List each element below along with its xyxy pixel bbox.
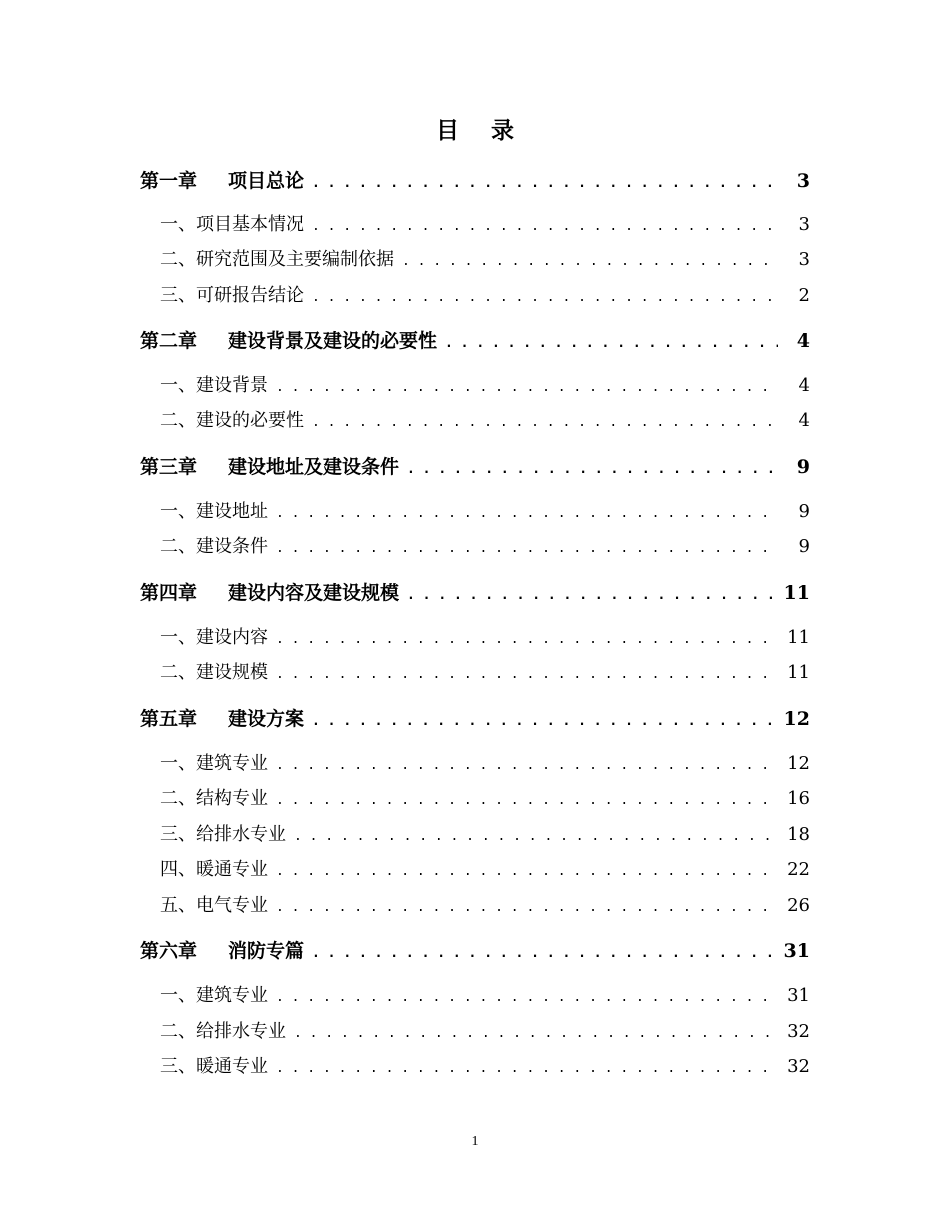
- chapter-number: 第四章: [140, 582, 198, 604]
- toc-section-entry[interactable]: [140, 406, 810, 432]
- toc-page-number: 18: [787, 824, 810, 845]
- toc-section-entry[interactable]: [140, 281, 810, 307]
- toc-entry-label: 一、建设背景: [160, 375, 268, 396]
- toc-chapter-entry[interactable]: [140, 326, 810, 352]
- toc-page-number: 26: [787, 895, 810, 916]
- toc-page-number: 12: [787, 753, 810, 774]
- toc-page-number: 32: [787, 1021, 810, 1042]
- dot-leader: [276, 541, 778, 556]
- toc-section-entry[interactable]: [140, 820, 810, 846]
- toc-page-number: 9: [796, 456, 810, 478]
- toc-entry-label: [140, 166, 304, 193]
- toc-entry-label: 一、建筑专业: [160, 753, 268, 774]
- dot-leader: [294, 1026, 778, 1041]
- toc-section-entry[interactable]: [140, 658, 810, 684]
- toc-section-entry[interactable]: [140, 623, 810, 649]
- toc-chapter-entry[interactable]: [140, 452, 810, 478]
- page-number: 1: [471, 1134, 479, 1149]
- toc-page-number: 3: [796, 170, 810, 192]
- toc-page-number: 16: [787, 788, 810, 809]
- toc-entry-label: 一、项目基本情况: [160, 214, 304, 235]
- toc-page-number: 31: [787, 985, 810, 1006]
- toc-entry-label: 二、研究范围及主要编制依据: [160, 249, 394, 270]
- toc-section-entry[interactable]: [140, 1017, 810, 1043]
- toc-section-entry[interactable]: [140, 532, 810, 558]
- dot-leader: [276, 506, 778, 521]
- toc-entry-label: 二、建设规模: [160, 662, 268, 683]
- toc-section-entry[interactable]: [140, 371, 810, 397]
- toc-section-entry[interactable]: [140, 210, 810, 236]
- toc-entry-label: 一、建设地址: [160, 501, 268, 522]
- dot-leader: [312, 219, 778, 234]
- toc-chapter-entry[interactable]: [140, 578, 810, 604]
- toc-page-number: 11: [783, 582, 810, 604]
- toc-entry-label: 二、建设的必要性: [160, 410, 304, 431]
- toc-page-number: 11: [787, 627, 810, 648]
- chapter-title: 建设内容及建设规模: [228, 582, 400, 604]
- toc-page-number: 4: [798, 410, 810, 431]
- toc-section-entry[interactable]: [140, 855, 810, 881]
- dot-leader: [276, 632, 778, 647]
- toc-page-number: 12: [783, 708, 810, 730]
- toc-entry-label: 五、电气专业: [160, 895, 268, 916]
- dot-leader: [312, 946, 778, 961]
- toc-page-number: 9: [798, 536, 810, 557]
- dot-leader: [276, 990, 778, 1005]
- dot-leader: [276, 1061, 778, 1076]
- toc-chapter-entry[interactable]: [140, 704, 810, 730]
- chapter-number: 第二章: [140, 330, 198, 352]
- toc-entry-label: 三、可研报告结论: [160, 285, 304, 306]
- toc-entry-label: [140, 704, 304, 731]
- toc-entry-label: [140, 578, 399, 605]
- toc-page-number: 4: [798, 375, 810, 396]
- chapter-title: 项目总论: [228, 170, 305, 192]
- toc-page-number: 3: [798, 249, 810, 270]
- toc-page-number: 4: [796, 330, 810, 352]
- dot-leader: [407, 462, 778, 477]
- dot-leader: [312, 714, 778, 729]
- toc-entry-label: 一、建设内容: [160, 627, 268, 648]
- chapter-number: 第一章: [140, 170, 198, 192]
- toc-entry-label: [140, 326, 437, 353]
- dot-leader: [312, 415, 778, 430]
- chapter-number: 第三章: [140, 456, 198, 478]
- chapter-number: 第五章: [140, 708, 198, 730]
- toc-section-entry[interactable]: [140, 245, 810, 271]
- toc-section-entry[interactable]: [140, 497, 810, 523]
- toc-page-number: 22: [787, 859, 810, 880]
- toc-page-number: 9: [798, 501, 810, 522]
- toc-page-number: 32: [787, 1056, 810, 1077]
- toc-section-entry[interactable]: [140, 1052, 810, 1078]
- dot-leader: [402, 254, 778, 269]
- toc-section-entry[interactable]: [140, 981, 810, 1007]
- dot-leader: [407, 588, 778, 603]
- dot-leader: [445, 336, 778, 351]
- toc-section-entry[interactable]: [140, 784, 810, 810]
- dot-leader: [276, 864, 778, 879]
- toc-page-number: 2: [798, 285, 810, 306]
- chapter-title: 建设地址及建设条件: [228, 456, 400, 478]
- dot-leader: [276, 380, 778, 395]
- dot-leader: [276, 793, 778, 808]
- chapter-title: 建设方案: [228, 708, 305, 730]
- table-of-contents: [140, 0, 810, 1230]
- chapter-title: 消防专篇: [228, 940, 305, 962]
- toc-entry-label: [140, 452, 399, 479]
- toc-entry-label: 三、暖通专业: [160, 1056, 268, 1077]
- toc-chapter-entry[interactable]: [140, 166, 810, 192]
- dot-leader: [276, 900, 778, 915]
- chapter-number: 第六章: [140, 940, 198, 962]
- toc-chapter-entry[interactable]: [140, 936, 810, 962]
- dot-leader: [312, 176, 778, 191]
- toc-entry-label: 二、给排水专业: [160, 1021, 286, 1042]
- dot-leader: [294, 829, 778, 844]
- toc-entry-label: [140, 936, 304, 963]
- dot-leader: [276, 758, 778, 773]
- chapter-title: 建设背景及建设的必要性: [228, 330, 438, 352]
- toc-entry-label: 四、暖通专业: [160, 859, 268, 880]
- dot-leader: [276, 667, 778, 682]
- toc-section-entry[interactable]: [140, 891, 810, 917]
- toc-page-number: 11: [787, 662, 810, 683]
- toc-page-number: 3: [798, 214, 810, 235]
- toc-page-number: 31: [783, 940, 810, 962]
- toc-entry-label: 三、给排水专业: [160, 824, 286, 845]
- toc-entry-label: 二、结构专业: [160, 788, 268, 809]
- toc-entry-label: 一、建筑专业: [160, 985, 268, 1006]
- toc-section-entry[interactable]: [140, 749, 810, 775]
- toc-entry-label: 二、建设条件: [160, 536, 268, 557]
- dot-leader: [312, 290, 778, 305]
- page-title: 目 录: [435, 117, 526, 144]
